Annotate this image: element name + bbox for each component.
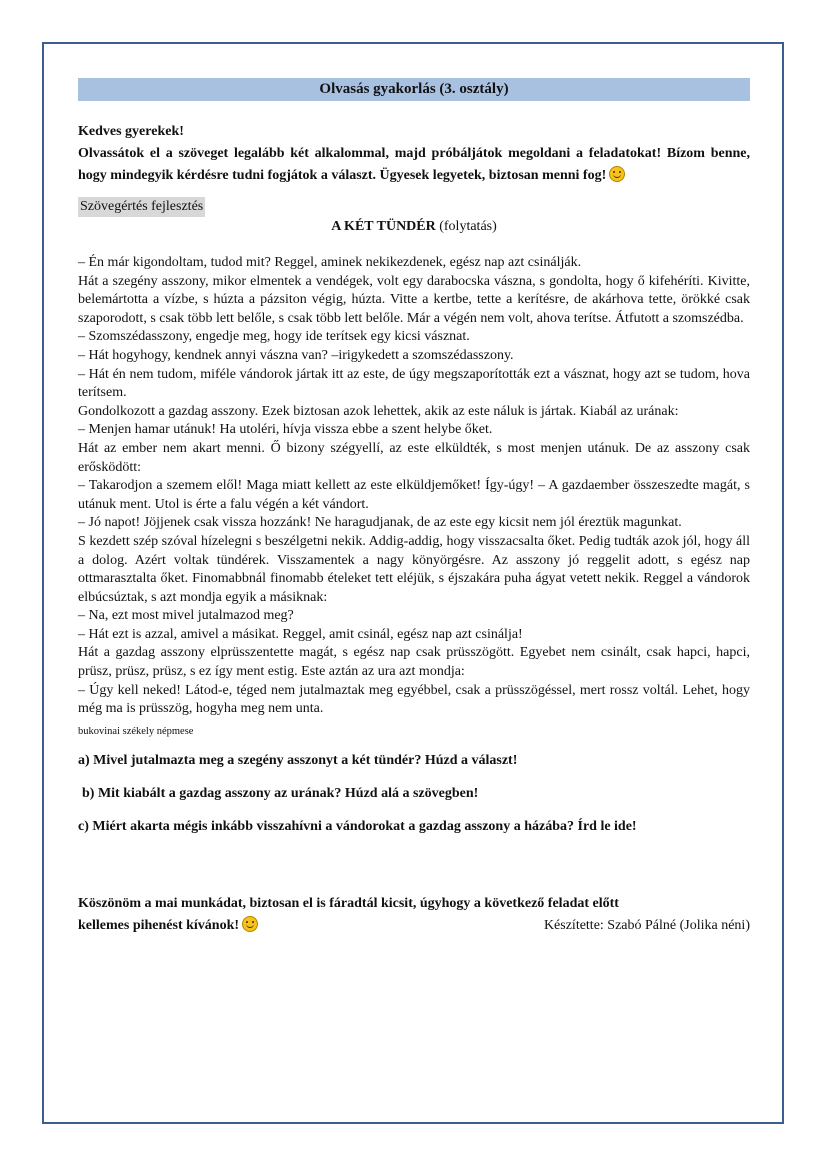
story-subtitle: (folytatás) [439, 219, 497, 234]
worksheet-content [78, 78, 750, 937]
question-c: c) Miért akarta mégis inkább visszahívni a vándorokat a gazdag asszony a házába? Írd le ide! [78, 818, 637, 834]
story-source: bukovinai székely népmese [78, 725, 194, 737]
page-title: Olvasás gyakorlás (3. osztály) [78, 78, 750, 101]
intro-block [78, 121, 750, 187]
story-paragraph: Gondolkozott a gazdag asszony. Ezek biztosan azok lehettek, akik az este náluk is jártak. Kiabál az urának: [78, 403, 679, 419]
story-paragraph: – Hát én nem tudom, miféle vándorok jártak itt az este, de úgy megszaporították ezt a vásznat, hogy azt se tudom, hova terítsem. [78, 366, 750, 401]
story-paragraph: – Takarodjon a szemem elől! Maga miatt kellett az este elküldjemőket! Így-úgy! – A gazdaember összeszedte magát, s utánuk ment. Utol is érte a falu végén a két vándort. [78, 478, 750, 512]
story-paragraph: – Hát ezt is azzal, amivel a másikat. Reggel, amit csinál, egész nap azt csinálja! [78, 626, 523, 642]
question-b: b) Mit kiabált a gazdag asszony az urának? Húzd alá a szövegben! [82, 785, 479, 801]
story-paragraph: – Na, ezt most mivel jutalmazod meg? [78, 608, 294, 624]
closing-line-2-wrap [78, 915, 258, 937]
intro-text [78, 143, 750, 187]
section-label: Szövegértés fejlesztés [78, 197, 205, 217]
story-paragraph: – Hát hogyhogy, kendnek annyi vászna van? –irigykedett a szomszédasszony. [78, 347, 514, 363]
story-title: A KÉT TÜNDÉR [331, 219, 436, 234]
story-paragraph: S kezdett szép szóval hízelegni s beszélgetni nekik. Addig-addig, hogy visszacsalta őket. Pedig tudták azok jól, hogy áll a dolog. Azért voltak tündérek. Visszamentek a nagy könyörgésre. Az asszony jó reggelit adott, s egész nap ottmarasztalta őket. Finomabbnál finomabb ételeket tett eléjük, s éjszakára puha ágyat vetett nekik. Reggel a vándorok elbúcsúztak, s azt mondja egyik a másiknak: [78, 533, 750, 605]
closing-line-1: Köszönöm a mai munkádat, biztosan el is fáradtál kicsit, úgyhogy a következő feladat előtt [78, 895, 619, 911]
smiley-face-icon [609, 166, 625, 182]
story-paragraph: – Jó napot! Jöjjenek csak vissza hozzánk! Ne haragudjanak, de az este egy kicsit nem jól éreztük magunkat. [78, 515, 682, 531]
closing-block [78, 893, 750, 937]
story-title-line [78, 217, 750, 236]
intro-body: Olvassátok el a szöveget legalább két alkalommal, majd próbáljátok megoldani a feladatokat! Bízom benne, hogy mindegyik kérdésre tudni fogjátok a választ. Ügyesek legyetek, biztosan menni fog! [78, 146, 750, 183]
smiley-face-icon [242, 916, 258, 932]
story-text [78, 254, 750, 719]
author-credit: Készítette: Szabó Pálné (Jolika néni) [543, 917, 750, 933]
story-paragraph: Hát a gazdag asszony elprüsszentette magát, s egész nap csak prüsszögött. Egyebet nem csinált, csak hapci, hapci, prüsz, prüsz, prüsz, s ez így ment estig. Este aztán az ura azt mondja: [78, 645, 750, 680]
story-paragraph: Hát az ember nem akart menni. Ő bizony szégyellí, az este elküldték, s most menjen utánuk. De az asszony csak erősködött: [78, 440, 750, 475]
closing-line-2: kellemes pihenést kívánok! [78, 917, 240, 933]
question-a: a) Mivel jutalmazta meg a szegény asszonyt a két tündér? Húzd a választ! [78, 752, 518, 768]
intro-greeting: Kedves gyerekek! [78, 124, 184, 139]
story-paragraph: – Én már kigondoltam, tudod mit? Reggel, aminek nekikezdenek, egész nap azt csinálják. [78, 255, 582, 270]
closing-row [78, 915, 750, 937]
story-paragraph: – Menjen hamar utánuk! Ha utoléri, hívja vissza ebbe a szent helybe őket. [78, 422, 493, 438]
story-paragraph: Hát a szegény asszony, mikor elmentek a vendégek, volt egy darabocska vászna, s gondolta, hogy ő kifehéríti. Kivitte, belemártotta a vízbe, s húzta a pázsiton végig, húzta. Vitte a kertbe, tette a kerítésre, de akárhova tette, örökké csak szaporodott, s csak több lett belőle, s csak több lett belőle. Már a végén nem volt, ahova terítse. Átfutott a szomszédba. [78, 273, 750, 326]
story-paragraph: – Szomszédasszony, engedje meg, hogy ide terítsek egy kicsi vásznat. [78, 329, 470, 345]
story-paragraph: – Úgy kell neked! Látod-e, téged nem jutalmaztak meg egyébbel, csak a prüsszögéssel, mert rossz voltál. Lehet, hogy még ma is prüsszög, hogyha meg nem unta. [78, 682, 750, 717]
